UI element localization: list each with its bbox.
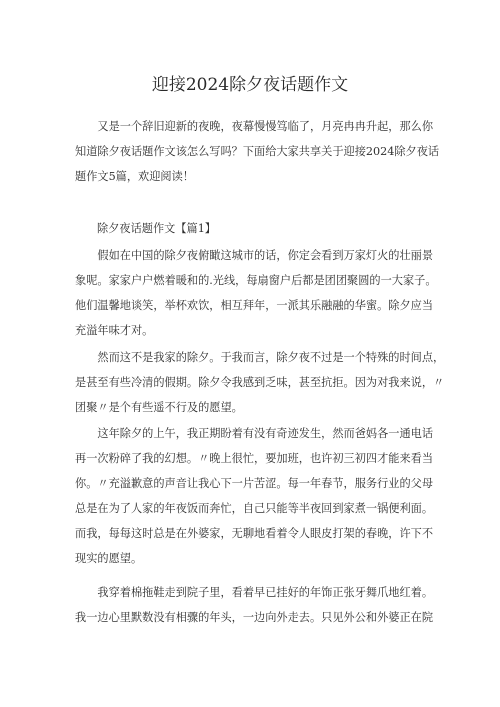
document-title: 迎接2024除夕夜话题作文 (151, 75, 349, 95)
paragraph-line: 我一边心里默数没有相骤的年头，一边向外走去。只见外公和外婆正在院 (75, 611, 434, 624)
paragraph-line: 这年除夕的上午，我正期盼着有没有奇迹发生，然而爸妈各一通电话 (97, 427, 434, 440)
paragraph-line: 象呢。家家户户燃着暖和的.光线，每扇窗户后都是团团聚圆的一大家子。 (75, 274, 437, 287)
paragraph-line: 然而这不是我家的除夕。于我而言，除夕夜不过是一个特殊的时间点， (97, 351, 445, 364)
body-paragraph (75, 243, 441, 343)
body-paragraph (75, 580, 441, 630)
paragraph-line: 而我，每每这时总是在外婆家，无聊地看着令人眼皮打架的春晚，许下不 (75, 527, 434, 540)
paragraph-line: 你。〃充溢歉意的声音让我心下一片苦涩。每一年春节，服务行业的父母 (75, 477, 434, 490)
paragraph-line: 假如在中国的除夕夜俯瞰这城市的话，你定会看到万家灯火的壮丽景 (97, 249, 434, 262)
intro-paragraph (75, 114, 441, 189)
paragraph-line: 是甚至有些冷清的假期。除夕令我感到乏味，甚至抗拒。因为对我来说，〃 (75, 376, 445, 389)
intro-line: 又是一个辞旧迎新的夜晚，夜幕慢慢笃临了，月亮冉冉升起，那么你 (97, 120, 434, 133)
paragraph-line: 现实的愿望。 (75, 552, 143, 565)
body-paragraph (75, 345, 445, 420)
paragraph-line: 他们温馨地谈笑，举杯欢饮，相互拜年，一派其乐融融的华蜜。除夕应当 (75, 299, 434, 312)
intro-line: 题作文5篇，欢迎阅读！ (75, 170, 194, 183)
paragraph-line: 我穿着棉拖鞋走到院子里，看着早已挂好的年饰正张牙舞爪地红着。 (97, 586, 434, 599)
paragraph-line: 充溢年味才对。 (75, 324, 154, 337)
paragraph-line: 团聚〃是个有些遥不行及的愿望。 (75, 401, 243, 414)
intro-line: 知道除夕夜话题作文该怎么写吗？下面给大家共享关于迎接2024除夕夜话 (75, 145, 440, 158)
paragraph-line: 总是在为了人家的年夜饭而奔忙，自己只能等半夜回到家煮一锅便利面。 (75, 502, 434, 515)
paragraph-line: 再一次粉碎了我的幻想。〃晚上很忙，要加班，也许初三初四才能来看当 (75, 452, 434, 465)
body-paragraph (75, 421, 441, 571)
section-heading: 除夕夜话题作文【篇1】 (97, 222, 216, 235)
